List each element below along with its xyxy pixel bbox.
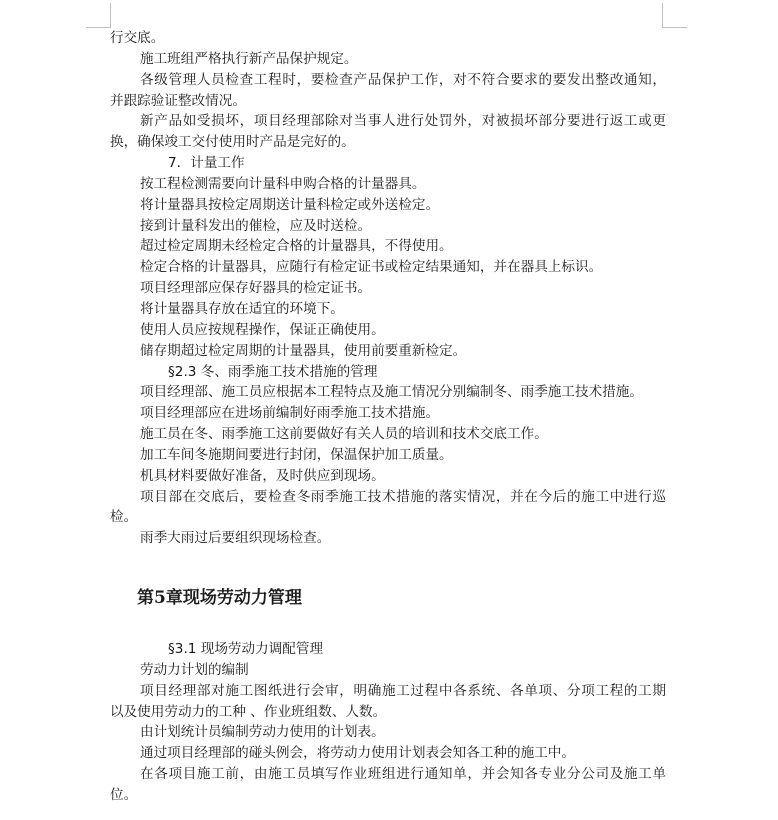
- paragraph-line: §2.3 冬、雨季施工技术措施的管理: [168, 363, 378, 380]
- paragraph-line: 检。: [110, 509, 138, 526]
- paragraph-line: 项目经理部对施工图纸进行会审，明确施工过程中各系统、各单项、分项工程的工期: [140, 682, 666, 699]
- page-body: [110, 28, 666, 806]
- margin-corner-mark-right: [662, 3, 687, 28]
- paragraph-line: 将计量器具按检定周期送计量科检定或外送检定。: [140, 196, 440, 213]
- paragraph-line: 使用人员应按规程操作，保证正确使用。: [140, 321, 385, 338]
- spacer: [110, 549, 666, 583]
- paragraph-line: 检定合格的计量器具，应随行有检定证书或检定结果通知，并在器具上标识。: [140, 259, 603, 276]
- paragraph-line: §3.1 现场劳动力调配管理: [168, 641, 324, 658]
- paragraph-line: 行交底。: [110, 30, 165, 46]
- chapter-heading: 第5章现场劳动力管理: [137, 588, 302, 609]
- paragraph-line: 项目经理部应在进场前编制好雨季施工技术措施。: [140, 405, 440, 422]
- paragraph-line: 施工员在冬、雨季施工这前要做好有关人员的培训和技术交底工作。: [140, 426, 548, 443]
- paragraph-line: 在各项目施工前，由施工员填写作业班组进行通知单，并会知各专业分公司及施工单: [140, 766, 666, 783]
- paragraph-line: 新产品如受损坏，项目经理部除对当事人进行处罚外，对被损坏部分要进行返工或更: [140, 113, 666, 130]
- paragraph-line: 以及使用劳动力的工种 、作业班组数、人数。: [110, 703, 387, 720]
- paragraph-line: 项目部在交底后，要检查冬雨季施工技术措施的落实情况，并在今后的施工中进行巡: [140, 488, 666, 505]
- paragraph-line: 按工程检测需要向计量科申购合格的计量器具。: [140, 175, 426, 192]
- paragraph-line: 项目经理部应保存好器具的检定证书。: [140, 280, 372, 297]
- paragraph-line: 通过项目经理部的碰头例会，将劳动力使用计划表会知各工种的施工中。: [140, 745, 575, 762]
- text-block-lower: [110, 639, 666, 806]
- spacer: [110, 613, 666, 639]
- paragraph-line: 加工车间冬施期间要进行封闭，保温保护加工质量。: [140, 446, 453, 463]
- margin-corner-mark-left: [86, 3, 111, 28]
- paragraph-line: 接到计量科发出的催检，应及时送检。: [140, 217, 372, 234]
- paragraph-line: 换，确保竣工交付使用时产品是完好的。: [110, 134, 355, 151]
- text-block-upper: [110, 28, 666, 549]
- paragraph-line: 雨季大雨过后要组织现场检查。: [140, 530, 331, 547]
- paragraph-line: 项目经理部、施工员应根据本工程特点及施工情况分别编制冬、雨季施工技术措施。: [140, 384, 643, 401]
- paragraph-line: 将计量器具存放在适宜的环境下。: [140, 300, 344, 317]
- paragraph-line: 劳动力计划的编制: [140, 661, 249, 678]
- paragraph-line: 7．计量工作: [168, 155, 245, 172]
- paragraph-line: 超过检定周期未经检定合格的计量器具，不得使用。: [140, 238, 453, 255]
- paragraph-line: 位。: [110, 787, 138, 803]
- paragraph-line: 各级管理人员检查工程时，要检查产品保护工作，对不符合要求的要发出整改通知，: [140, 71, 666, 88]
- paragraph-line: 并跟踪验证整改情况。: [110, 92, 246, 109]
- paragraph-line: 施工班组严格执行新产品保护规定。: [140, 50, 358, 67]
- paragraph-line: 储存期超过检定周期的计量器具，使用前要重新检定。: [140, 342, 467, 359]
- paragraph-line: 由计划统计员编制劳动力使用的计划表。: [140, 724, 385, 741]
- paragraph-line: 机具材料要做好准备，及时供应到现场。: [140, 467, 385, 484]
